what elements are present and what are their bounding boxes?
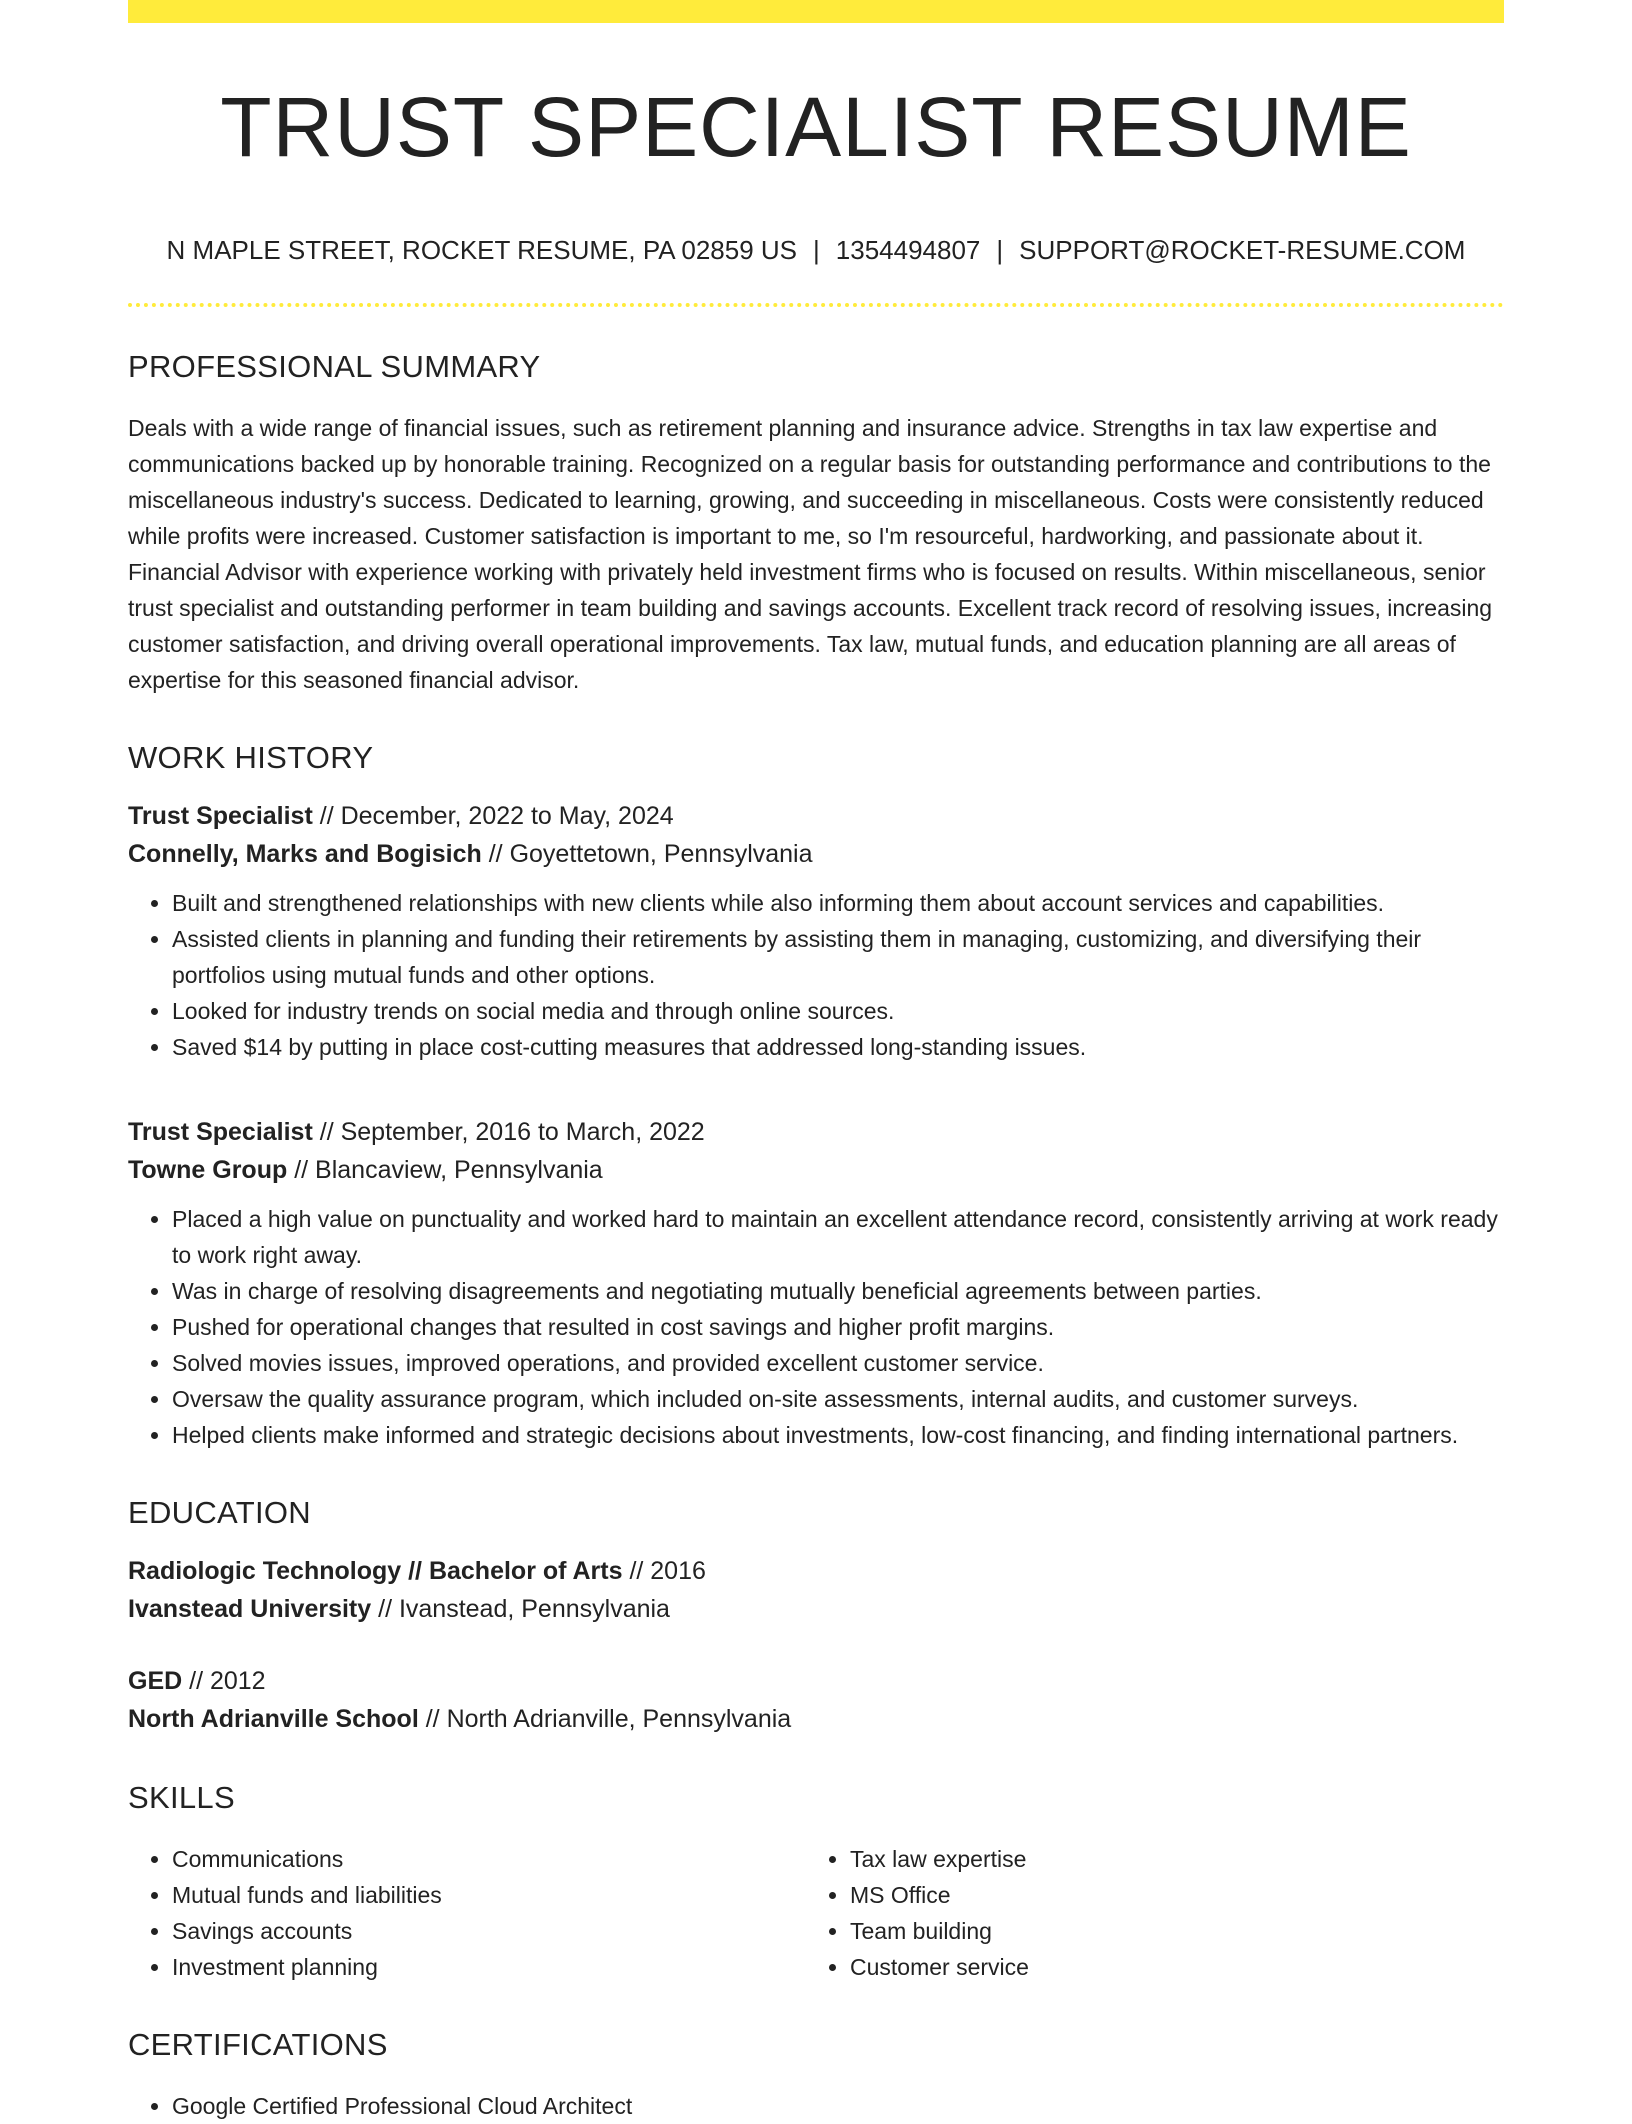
section-heading-certifications: CERTIFICATIONS bbox=[128, 2027, 388, 2062]
job-company-line bbox=[128, 835, 1504, 873]
resume-title: TRUST SPECIALIST RESUME bbox=[220, 80, 1412, 174]
skills-column-left bbox=[128, 1841, 806, 1985]
skill-item: • Savings accounts bbox=[172, 1913, 806, 1949]
education-degree-line bbox=[128, 1552, 1504, 1590]
job-bullet: • Was in charge of resolving disagreements and negotiating mutually beneficial agreements between parties. bbox=[172, 1273, 1504, 1309]
skill-item: • Tax law expertise bbox=[850, 1841, 1484, 1877]
certifications-list bbox=[128, 2088, 1504, 2124]
contact-separator: | bbox=[813, 235, 820, 265]
education-entry bbox=[128, 1662, 1504, 1738]
job-dates: // September, 2016 to March, 2022 bbox=[312, 1118, 705, 1146]
contact-address: N MAPLE STREET, ROCKET RESUME, PA 02859 US bbox=[166, 235, 798, 265]
job-bullets bbox=[128, 1201, 1504, 1453]
skill-item: • Communications bbox=[172, 1841, 806, 1877]
top-accent-bar bbox=[128, 0, 1504, 23]
skill-item: • MS Office bbox=[850, 1877, 1484, 1913]
job-title-line bbox=[128, 1113, 1504, 1151]
resume-page bbox=[128, 0, 1504, 2124]
section-heading-summary: PROFESSIONAL SUMMARY bbox=[128, 349, 541, 384]
skills-column-right bbox=[806, 1841, 1484, 1985]
job-company: Towne Group bbox=[128, 1156, 288, 1184]
education-school-line bbox=[128, 1700, 1504, 1738]
skill-item: • Mutual funds and liabilities bbox=[172, 1877, 806, 1913]
contact-line bbox=[128, 237, 1504, 263]
education-year: // 2016 bbox=[622, 1557, 706, 1585]
summary-text: Deals with a wide range of financial issues, such as retirement planning and insurance advice. Strengths in tax law expertise and communications backed up by honorable training. Recognized on a regular basis for outstanding performance and contributions to the miscellaneous industry's success. Dedicated to learning, growing, and succeeding in miscellaneous. Costs were consistently reduced while profits were increased. Customer satisfaction is important to me, so I'm resourceful, hardworking, and passionate about it. Financial Advisor with experience working with privately held investment firms who is focused on results. Within miscellaneous, senior trust specialist and outstanding performer in team building and savings accounts. Excellent track record of resolving issues, increasing customer satisfaction, and driving overall operational improvements. Tax law, mutual funds, and education planning are all areas of expertise for this seasoned financial advisor. bbox=[128, 415, 1493, 693]
job-bullet: • Built and strengthened relationships with new clients while also informing them about account services and capabilities. bbox=[172, 885, 1504, 921]
job-location: // Goyettetown, Pennsylvania bbox=[481, 840, 813, 868]
job-title: Trust Specialist bbox=[128, 802, 313, 830]
job-bullet: • Solved movies issues, improved operations, and provided excellent customer service. bbox=[172, 1345, 1504, 1381]
skill-item: • Investment planning bbox=[172, 1949, 806, 1985]
dotted-divider bbox=[128, 303, 1504, 307]
job-bullet: • Oversaw the quality assurance program, which included on-site assessments, internal audits, and customer surveys. bbox=[172, 1381, 1504, 1417]
education-location: // North Adrianville, Pennsylvania bbox=[418, 1705, 792, 1733]
job-company-line bbox=[128, 1151, 1504, 1189]
contact-separator: | bbox=[996, 235, 1004, 265]
job-bullet: • Pushed for operational changes that resulted in cost savings and higher profit margins. bbox=[172, 1309, 1504, 1345]
education-degree: Radiologic Technology // Bachelor of Arts bbox=[128, 1557, 623, 1585]
job-bullet: • Saved $14 by putting in place cost-cutting measures that addressed long-standing issues. bbox=[172, 1029, 1504, 1065]
job-bullets bbox=[128, 885, 1504, 1065]
job-bullet: • Looked for industry trends on social media and through online sources. bbox=[172, 993, 1504, 1029]
job-location: // Blancaview, Pennsylvania bbox=[287, 1156, 603, 1184]
skills-list bbox=[128, 1841, 1504, 1985]
skill-item: • Customer service bbox=[850, 1949, 1484, 1985]
certification-item: • Google Certified Professional Cloud Architect bbox=[172, 2088, 1504, 2124]
section-heading-work: WORK HISTORY bbox=[128, 740, 374, 775]
job-entry bbox=[128, 1113, 1504, 1453]
job-dates: // December, 2022 to May, 2024 bbox=[312, 802, 674, 830]
education-degree-line bbox=[128, 1662, 1504, 1700]
education-school-line bbox=[128, 1590, 1504, 1628]
job-bullet: • Assisted clients in planning and funding their retirements by assisting them in managing, customizing, and diversifying their portfolios using mutual funds and other options. bbox=[172, 921, 1504, 993]
job-company: Connelly, Marks and Bogisich bbox=[128, 840, 482, 868]
job-title: Trust Specialist bbox=[128, 1118, 313, 1146]
skill-item: • Team building bbox=[850, 1913, 1484, 1949]
job-bullet: • Helped clients make informed and strategic decisions about investments, low-cost financing, and finding international partners. bbox=[172, 1417, 1504, 1453]
contact-phone: 1354494807 bbox=[835, 235, 981, 265]
section-heading-skills: SKILLS bbox=[128, 1780, 235, 1815]
job-bullet: • Placed a high value on punctuality and worked hard to maintain an excellent attendance record, consistently arriving at work ready to work right away. bbox=[172, 1201, 1504, 1273]
education-degree: GED bbox=[128, 1667, 183, 1695]
contact-email[interactable]: SUPPORT@ROCKET-RESUME.COM bbox=[1019, 235, 1466, 265]
job-entry bbox=[128, 797, 1504, 1065]
education-school: North Adrianville School bbox=[128, 1705, 419, 1733]
job-title-line bbox=[128, 797, 1504, 835]
education-entry bbox=[128, 1552, 1504, 1628]
section-heading-education: EDUCATION bbox=[128, 1495, 311, 1530]
education-school: Ivanstead University bbox=[128, 1595, 372, 1623]
education-location: // Ivanstead, Pennsylvania bbox=[371, 1595, 670, 1623]
education-year: // 2012 bbox=[182, 1667, 266, 1695]
